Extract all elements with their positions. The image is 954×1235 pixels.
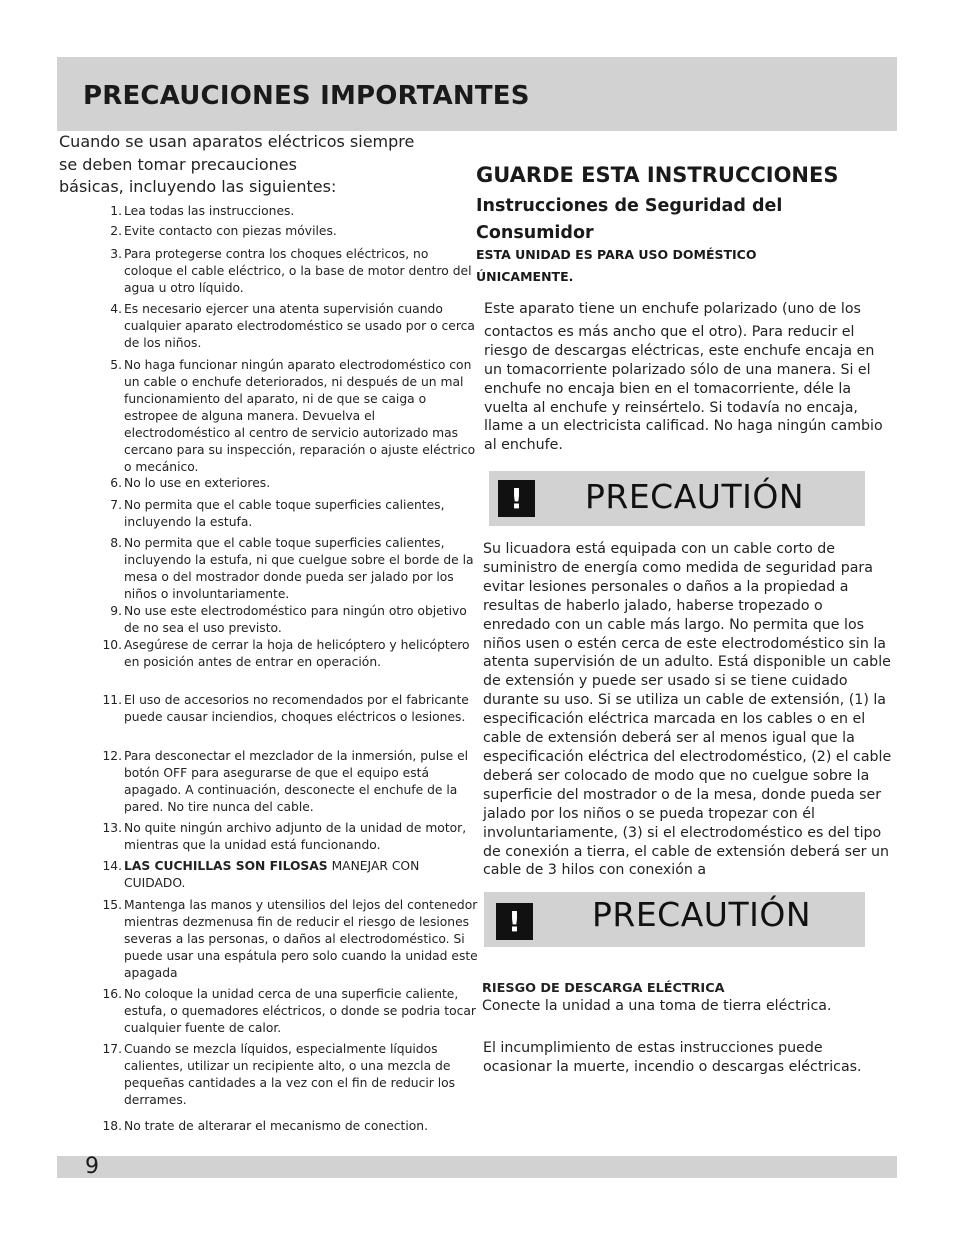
list-item (96, 637, 480, 671)
list-item-text: Asegúrese de cerrar la hoja de helicóptero y helicóptero en posición antes de entrar en operación. (124, 638, 470, 669)
list-item-number: 15. (102, 898, 122, 912)
short-cord-paragraph: Su licuadora está equipada con un cable corto de suministro de energía como medida de seguridad para evitar lesiones personales o daños a la propiedad a resultas de haberlo jalado, haberse tropezado o enredado con un cable más largo. No permita que los niños usen o estén cerca de este electrodoméstico sin la atenta supervisión de un adulto. Está disponible un cable de extensión y puede ser usado si se tiene cuidado durante su uso. Si se utiliza un cable de extensión, (1) la especificación eléctrica marcada en los cables o en el cable de extensión deberá ser al menos igual que la especificación eléctrica del electrodoméstico, (2) el cable deberá ser colocado de modo que no cuelgue sobre la superficie del mostrador o de la mesa, donde pueda ser jalado por los niños o se pueda tropezar con él involuntariamente, (3) si el electrodoméstico es del tipo de conexión a tierra, el cable de extensión deberá ser un cable de 3 hilos con conexión a (483, 541, 892, 879)
list-item-text: Para desconectar el mezclador de la inmersión, pulse el botón OFF para asegurarse de que el equipo está apagado. A continuación, desconecte el enchufe de la pared. No tire nunca del cable. (124, 749, 469, 814)
list-item-text: No coloque la unidad cerca de una superficie caliente, estufa, o quemadores eléctricos, o donde se podria tocar cualquier fuente de calor. (124, 987, 476, 1035)
shock-risk-title: RIESGO DE DESCARGA ELÉCTRICA (482, 981, 725, 996)
header-bar (57, 57, 897, 131)
noncompliance-warning: El incumplimiento de estas instrucciones puede ocasionar la muerte, incendio o descargas eléctricas. (483, 1040, 862, 1075)
list-item-text: Es necesario ejercer una atenta supervisión cuando cualquier aparato electrodoméstico se usado por o cerca de los niños. (124, 302, 475, 350)
list-item (96, 497, 480, 531)
list-item (96, 897, 480, 982)
list-item-text: MANEJAR CON CUIDADO. (124, 859, 420, 890)
list-item-number: 5. (110, 358, 122, 372)
list-item (96, 223, 480, 240)
list-item-number: 18. (102, 1119, 122, 1133)
list-item-number: 9. (110, 604, 122, 618)
list-item-bold-text: LAS CUCHILLAS SON FILOSAS (124, 859, 328, 873)
list-item-text: No permita que el cable toque superficies calientes, incluyendo la estufa. (124, 498, 445, 529)
list-item-number: 14. (102, 859, 122, 873)
list-item (96, 858, 480, 892)
intro-line: básicas, incluyendo las siguientes: (59, 177, 337, 196)
list-item-number: 3. (110, 247, 122, 261)
list-item (96, 301, 480, 352)
page-title: PRECAUCIONES IMPORTANTES (83, 81, 530, 111)
list-item-number: 13. (102, 821, 122, 835)
list-item-text: No use este electrodoméstico para ningún otro objetivo de no sea el uso previsto. (124, 604, 467, 635)
list-item-text: Para protegerse contra los choques eléctricos, no coloque el cable eléctrico, o la base de motor dentro del agua u otro líquido. (124, 247, 472, 295)
list-item (96, 1118, 480, 1135)
list-item-text: No trate de alterarar el mecanismo de conection. (124, 1119, 429, 1133)
list-item-text: No quite ningún archivo adjunto de la unidad de motor, mientras que la unidad está funcionando. (124, 821, 467, 852)
list-item (96, 203, 480, 220)
household-use-notice: ESTA UNIDAD ES PARA USO DOMÉSTICO ÚNICAMENTE. (476, 247, 757, 284)
list-item-number: 6. (110, 476, 122, 490)
list-item-number: 4. (110, 302, 122, 316)
list-item-number: 16. (102, 987, 122, 1001)
list-item-text: El uso de accesorios no recomendados por el fabricante puede causar inciendios, choques eléctricos o lesiones. (124, 693, 469, 724)
list-item (96, 357, 480, 476)
list-item (96, 986, 480, 1037)
polarized-plug-paragraph (484, 300, 894, 455)
list-item-number: 8. (110, 536, 122, 550)
caution-label: PRECAUTIÓN (592, 895, 812, 934)
list-item (96, 820, 480, 854)
list-item (96, 692, 480, 726)
exclamation-icon: ! (496, 903, 533, 940)
list-item (96, 1041, 480, 1109)
list-item (96, 535, 480, 603)
list-item-text: No lo use en exteriores. (124, 476, 271, 490)
polarized-plug-body: contactos es más ancho que el otro). Para reducir el riesgo de descargas eléctricas, este enchufe encaja en un tomacorriente polarizado sólo de una manera. Si el enchufe no encaja bien en el tomacorriente, déle la vuelta al enchufe y reinsértelo. Si todavía no encaja, llame a un electricista calificad. No haga ningún cambio al enchufe. (484, 323, 883, 454)
list-item-text: Evite contacto con piezas móviles. (124, 224, 337, 238)
caution-label: PRECAUTIÓN (585, 477, 805, 516)
page-number: 9 (85, 1154, 99, 1179)
list-item-text: Cuando se mezcla líquidos, especialmente líquidos calientes, utilizar un recipiente alto, o una mezcla de pequeñas cantidades a la vez con el fin de reducir los derrames. (124, 1042, 456, 1107)
consumer-safety-subheading: Instrucciones de Seguridad del Consumidor (476, 196, 783, 243)
list-item-text: No haga funcionar ningún aparato electrodoméstico con un cable o enchufe deteriorados, ni después de un mal funcionamiento del aparato, ni de que se caiga o estropee de alguna manera. Devuelva el electrodoméstico al centro de servicio autorizado mas cercano para su inspección, reparación o ajuste eléctrico o mecánico. (124, 358, 476, 474)
polarized-plug-first-line: Este aparato tiene un enchufe polarizado (uno de los (484, 301, 861, 317)
intro-line: Cuando se usan aparatos eléctricos siempre (59, 132, 415, 151)
list-item (96, 475, 480, 492)
footer-bar (57, 1156, 897, 1178)
caution-banner (484, 892, 865, 947)
caution-banner (489, 471, 865, 526)
list-item-number: 7. (110, 498, 122, 512)
list-item (96, 603, 480, 637)
list-item-text: Lea todas las instrucciones. (124, 204, 295, 218)
list-item-number: 1. (110, 204, 122, 218)
list-item-number: 12. (102, 749, 122, 763)
list-item (96, 246, 480, 297)
list-item-number: 17. (102, 1042, 122, 1056)
list-item-text: No permita que el cable toque superficies calientes, incluyendo la estufa, ni que cuelgue sobre el borde de la mesa o del mostrador donde pueda ser jalado por los niños o involuntariamente. (124, 536, 474, 601)
list-item-text: Mantenga las manos y utensilios del lejos del contenedor mientras dezmenusa fin de reducir el riesgo de lesiones severas a las personas, o daños al electrodoméstico. Si puede usar una espátula pero solo cuando la unidad este apagada (124, 898, 478, 980)
grounding-instruction: Conecte la unidad a una toma de tierra eléctrica. (482, 998, 832, 1014)
list-item-number: 2. (110, 224, 122, 238)
exclamation-icon: ! (498, 480, 535, 517)
list-item-number: 11. (102, 693, 122, 707)
intro-line: se deben tomar precauciones (59, 154, 297, 174)
save-instructions-heading: GUARDE ESTA INSTRUCCIONES (476, 163, 839, 187)
list-item-number: 10. (102, 638, 122, 652)
intro-text (59, 131, 459, 199)
list-item (96, 748, 480, 816)
